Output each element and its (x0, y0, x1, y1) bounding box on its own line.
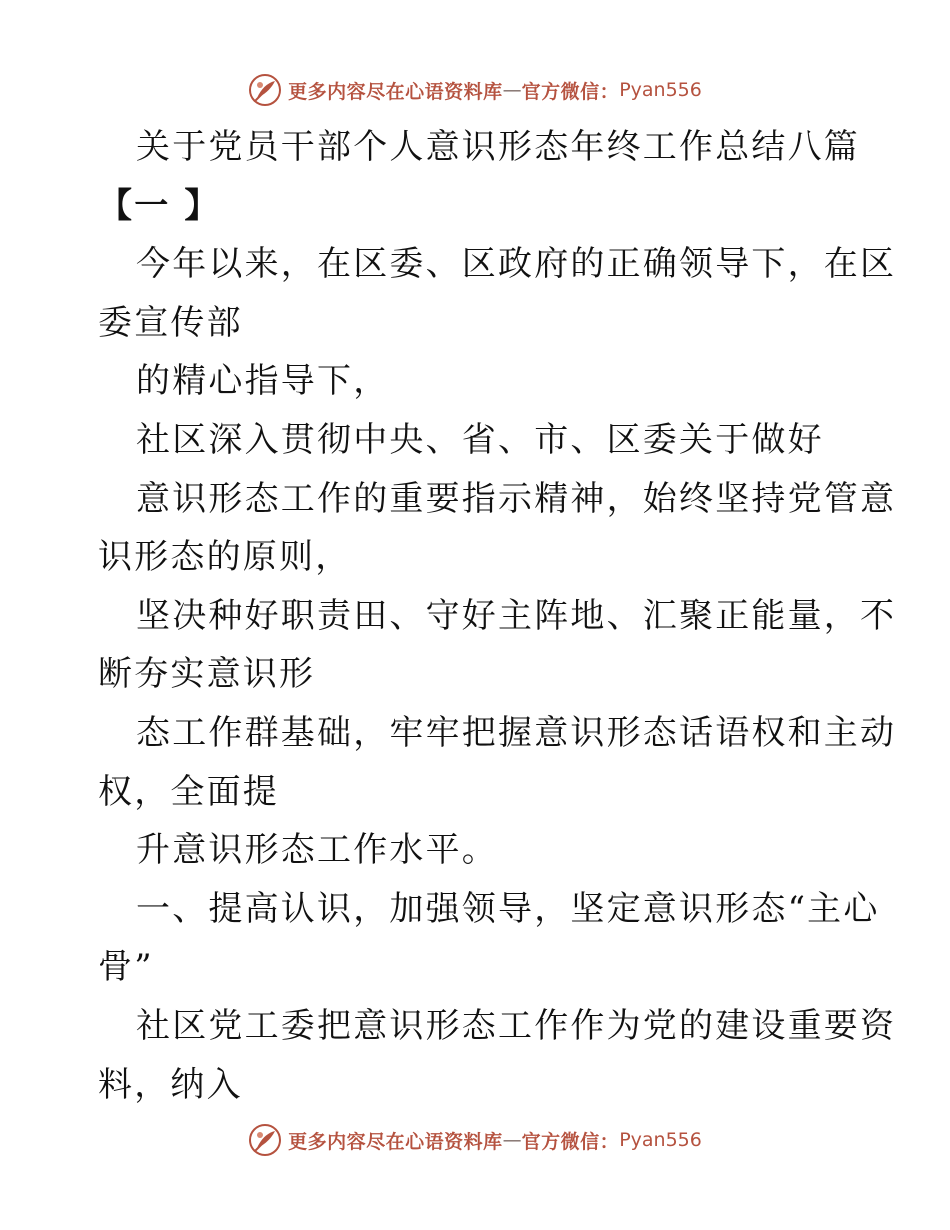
feather-pen-logo-icon (248, 73, 282, 107)
watermark-wechat-id: Pyan556 (619, 79, 702, 101)
paragraph-line: 社区党工委把意识形态工作作为党的建设重要资 (136, 1005, 897, 1046)
paragraph-line: 的精心指导下， (136, 361, 390, 402)
watermark-wechat-label: 官方微信： (521, 80, 620, 103)
document-title: 关于党员干部个人意识形态年终工作总结八篇 (136, 127, 860, 167)
paragraph-line: 坚决种好职责田、守好主阵地、汇聚正能量，不 (136, 595, 897, 636)
paragraph-line: 意识形态工作的重要指示精神，始终坚持党管意 (136, 478, 897, 519)
section-heading: 【一 】 (98, 185, 221, 226)
paragraph-line: 断夯实意识形 (98, 654, 316, 695)
watermark-brand: 更多内容尽在心语资料库 (288, 1130, 503, 1153)
watermark-wechat-label: 官方微信： (521, 1130, 620, 1153)
feather-pen-logo-icon (248, 1123, 282, 1157)
subsection-heading: 一、提高认识，加强领导，坚定意识形态“主心 (136, 888, 880, 929)
paragraph-line: 今年以来，在区委、区政府的正确领导下，在区 (136, 244, 897, 285)
paragraph-line: 料，纳入 (98, 1064, 243, 1105)
paragraph-line: 态工作群基础，牢牢把握意识形态话语权和主动 (136, 712, 897, 753)
header-watermark (0, 70, 950, 110)
paragraph-line: 升意识形态工作水平。 (136, 830, 498, 871)
watermark-wechat-id: Pyan556 (619, 1129, 702, 1151)
paragraph-line: 社区深入贯彻中央、省、市、区委关于做好 (136, 419, 824, 460)
footer-watermark (0, 1120, 950, 1160)
watermark-brand: 更多内容尽在心语资料库 (288, 80, 503, 103)
document-body (98, 118, 897, 1114)
watermark-separator: — (502, 79, 522, 101)
paragraph-line: 权，全面提 (98, 771, 279, 812)
subsection-heading-continued: 骨” (98, 947, 154, 988)
paragraph-line: 委宣传部 (98, 302, 243, 343)
watermark-separator: — (502, 1129, 522, 1151)
paragraph-line: 识形态的原则， (98, 537, 352, 578)
